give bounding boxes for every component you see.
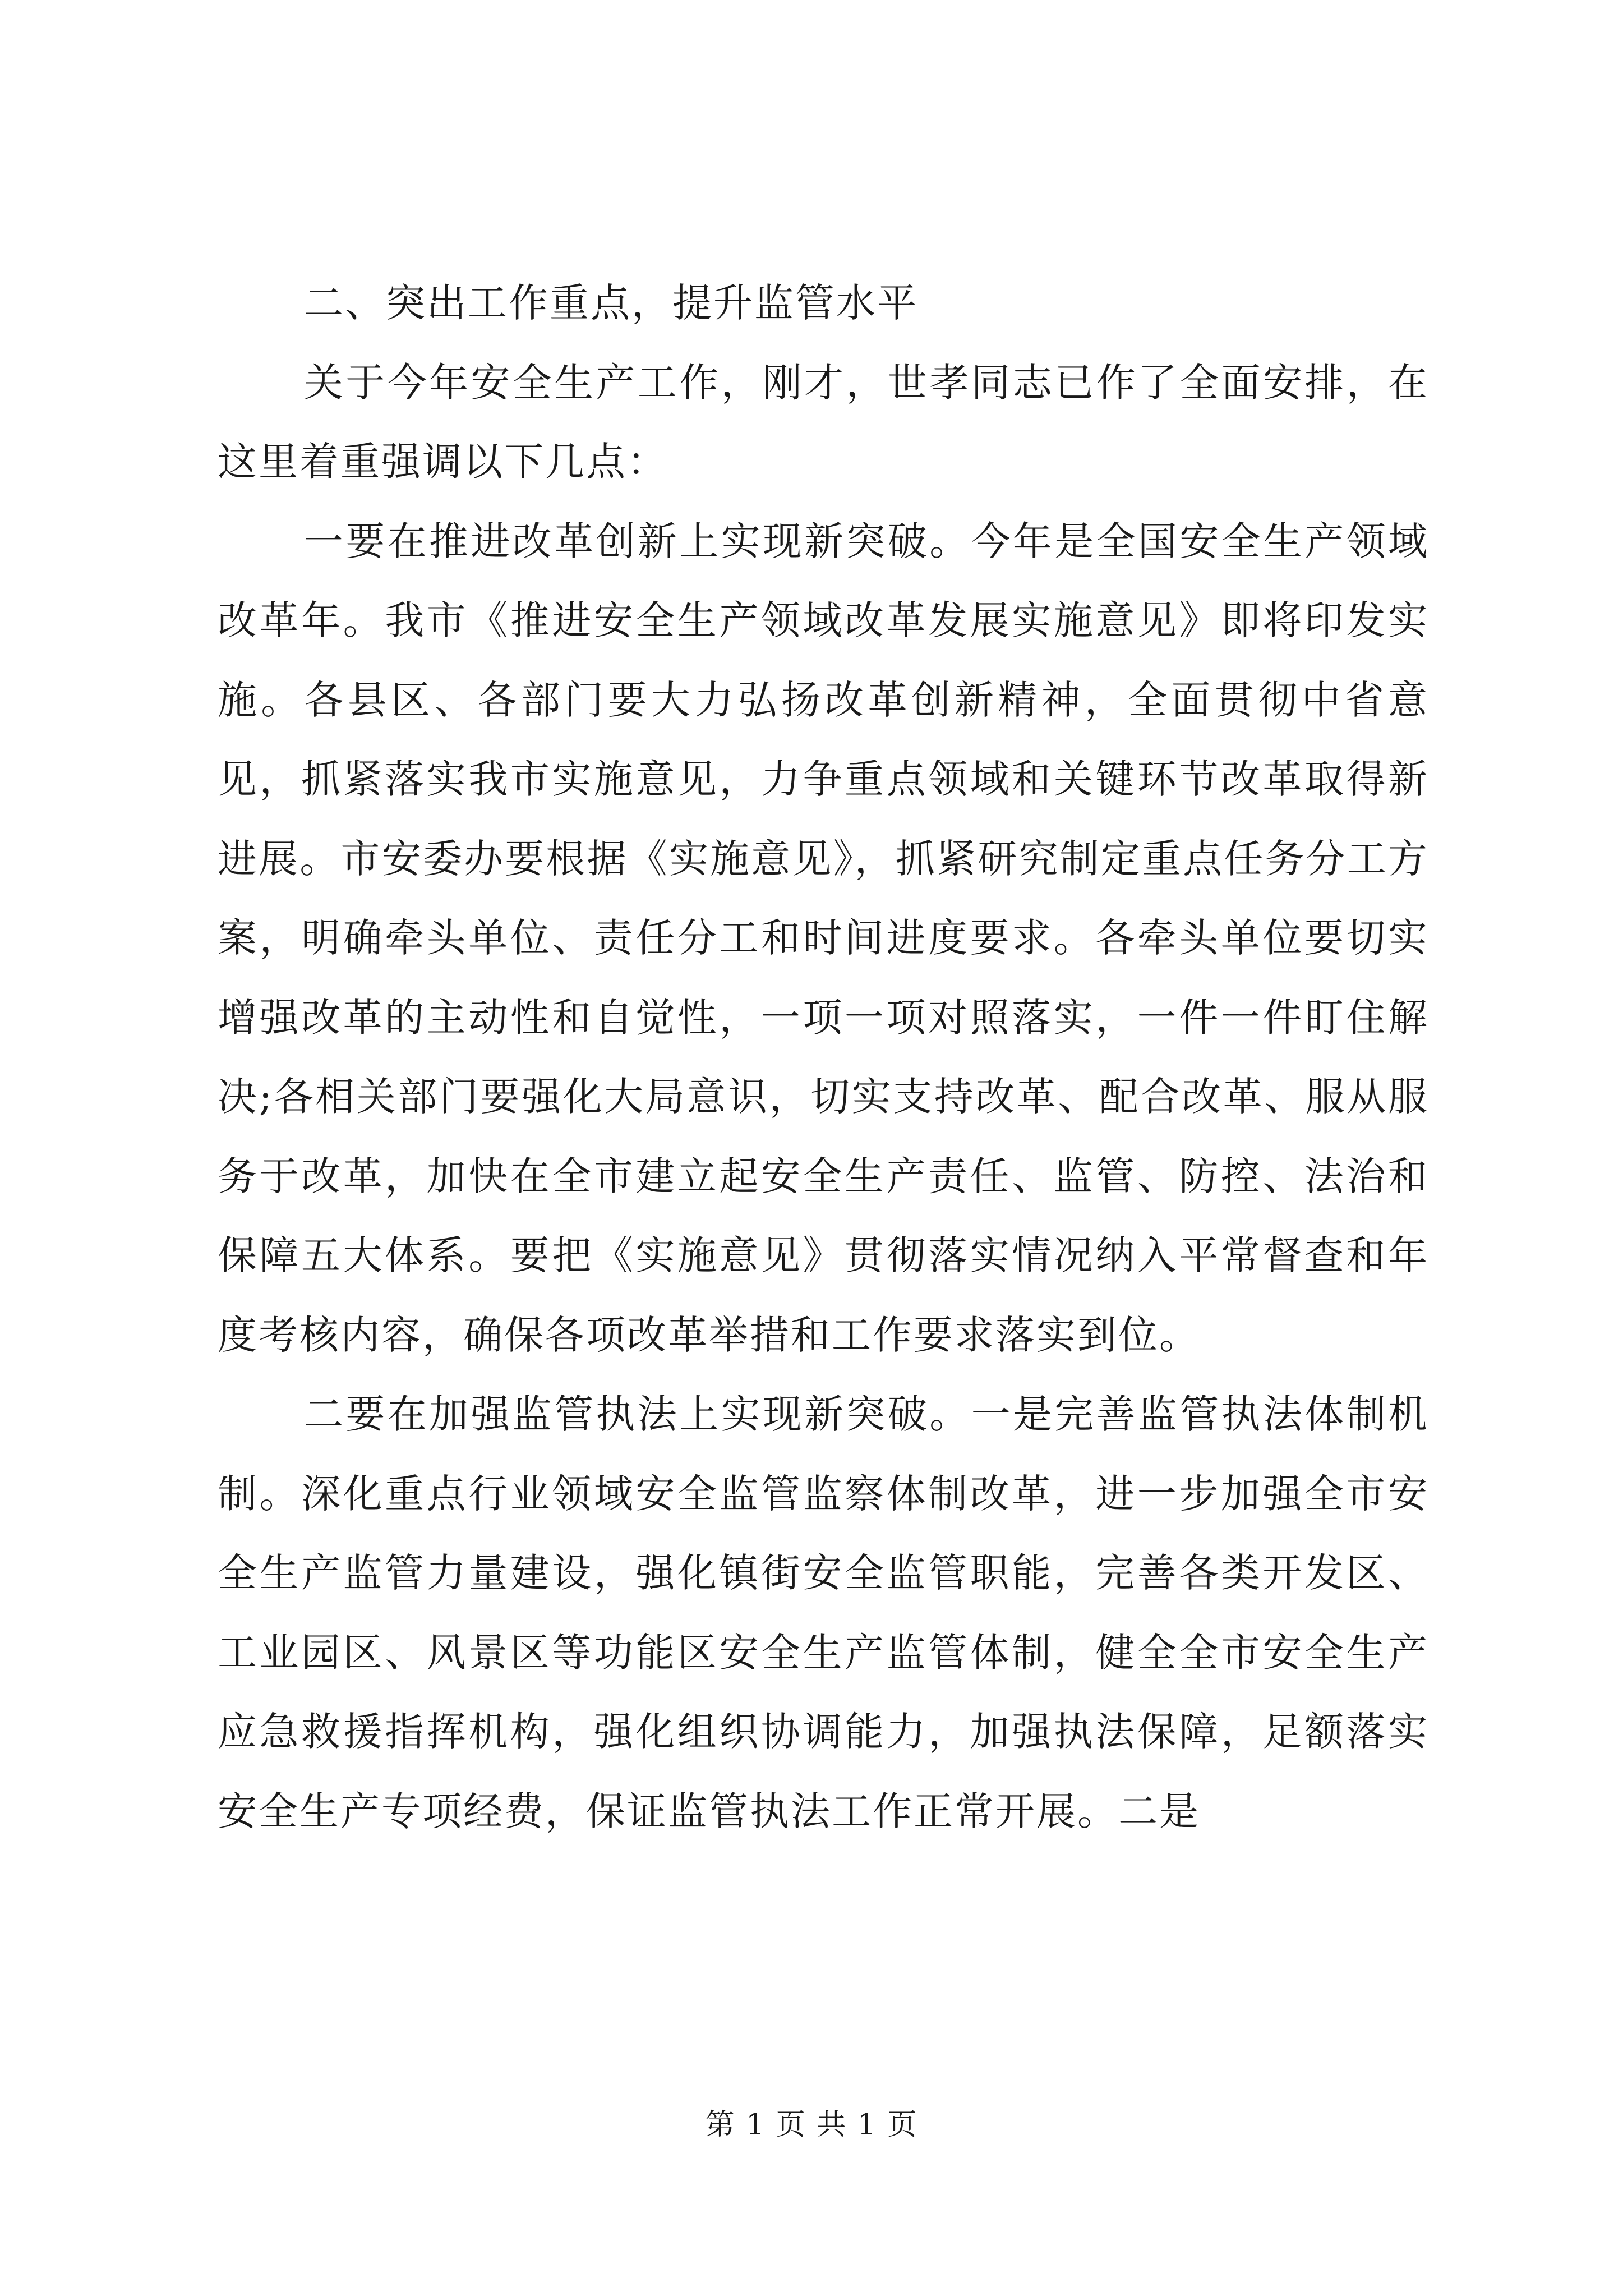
page-footer: 第 1 页 共 1 页 [705,2108,918,2142]
document-body [218,264,1429,1851]
paragraph-supervision-enforcement: 二要在加强监管执法上实现新突破。一是完善监管执法体制机制。深化重点行业领域安全监管监察体制改革，进一步加强全市安全生产监管力量建设，强化镇街安全监管职能，完善各类开发区、工业园区、风景区等功能区安全生产监管体制，健全全市安全生产应急救援指挥机构，强化组织协调能力，加强执法保障，足额落实安全生产专项经费，保证监管执法工作正常开展。二是 [218,1391,1429,1834]
section-heading: 二、突出工作重点，提升监管水平 [304,280,918,326]
paragraph-reform-innovation: 一要在推进改革创新上实现新突破。今年是全国安全生产领域改革年。我市《推进安全生产领域改革发展实施意见》即将印发实施。各县区、各部门要大力弘扬改革创新精神，全面贯彻中省意见，抓紧落实我市实施意见，力争重点领域和关键环节改革取得新进展。市安委办要根据《实施意见》，抓紧研究制定重点任务分工方案，明确牵头单位、责任分工和时间进度要求。各牵头单位要切实增强改革的主动性和自觉性，一项一项对照落实，一件一件盯住解决;各相关部门要强化大局意识，切实支持改革、配合改革、服从服务于改革，加快在全市建立起安全生产责任、监管、防控、法治和保障五大体系。要把《实施意见》贯彻落实情况纳入平常督查和年度考核内容，确保各项改革举措和工作要求落实到位。 [218,518,1429,1358]
paragraph-intro: 关于今年安全生产工作，刚才，世孝同志已作了全面安排，在这里着重强调以下几点： [218,359,1429,485]
